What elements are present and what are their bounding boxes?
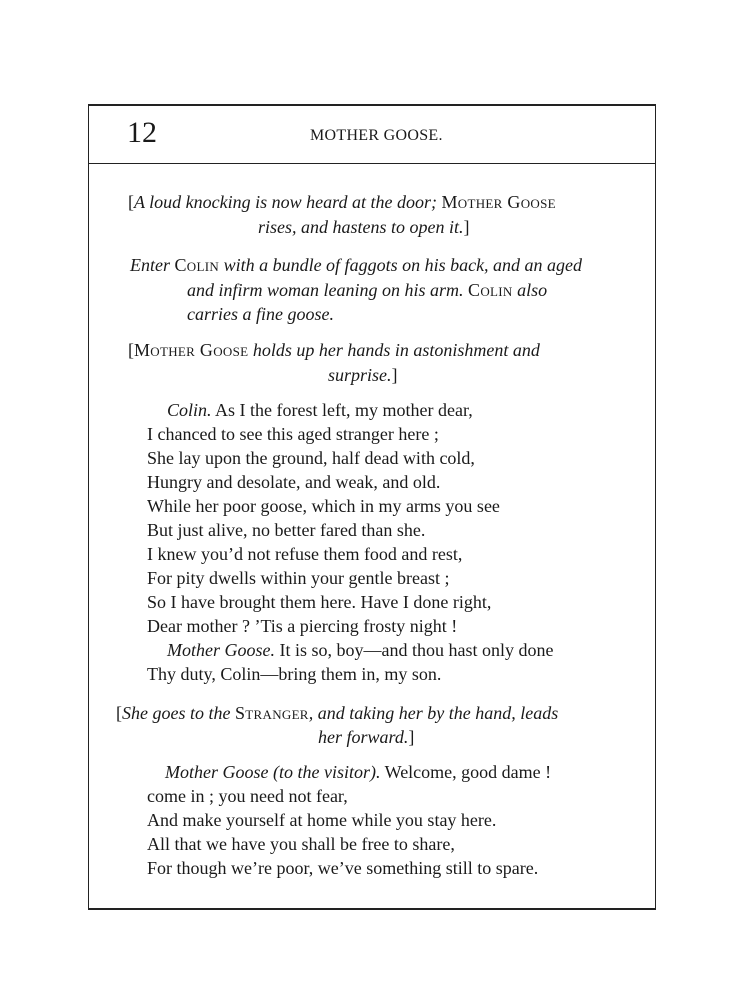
character-name: Colin	[174, 255, 220, 275]
stage-direction-4-line-1	[116, 701, 558, 725]
stage-text: holds up her hands in astonishment and	[248, 340, 540, 360]
stage-text: also	[512, 280, 548, 300]
page-number: 12	[127, 116, 157, 149]
verse-line: For pity dwells within your gentle breast ;	[147, 568, 450, 588]
bracket: [	[116, 703, 122, 723]
verse-text: As I the forest left, my mother dear,	[211, 400, 473, 420]
stage-text: Enter	[130, 255, 175, 275]
verse-line: All that we have you shall be free to share,	[147, 834, 455, 854]
stage-text: , and taking her by the hand, leads	[308, 703, 559, 723]
verse-line: But just alive, no better fared than she.	[147, 520, 426, 540]
verse-line: She lay upon the ground, half dead with cold,	[147, 448, 475, 468]
character-name: Colin	[468, 280, 513, 300]
stage-text: (to the visitor).	[268, 762, 381, 782]
speaker-name: Mother Goose.	[167, 640, 275, 660]
character-name: Stranger	[234, 703, 309, 723]
verse-line	[165, 760, 551, 784]
stage-direction-3-line-1	[128, 338, 540, 362]
bracket: [	[128, 192, 134, 212]
bracket: ]	[408, 727, 415, 747]
stage-text: surprise.	[328, 365, 392, 385]
verse-line: While her poor goose, which in my arms you see	[147, 496, 500, 516]
character-name: Mother Goose	[441, 192, 556, 212]
bracket: ]	[391, 365, 398, 385]
verse-line: And make yourself at home while you stay here.	[147, 810, 497, 830]
stage-text: her forward.	[318, 727, 409, 747]
verse-text: Welcome, good dame !	[380, 762, 552, 782]
verse-line: come in ; you need not fear,	[147, 786, 348, 806]
verse-text: It is so, boy—and thou hast only done	[274, 640, 554, 660]
verse-line: Thy duty, Colin—bring them in, my son.	[147, 664, 442, 684]
verse-line: Hungry and desolate, and weak, and old.	[147, 472, 441, 492]
bracket: [	[128, 340, 134, 360]
running-title: MOTHER GOOSE.	[310, 127, 443, 144]
stage-text: rises, and hastens to open it.	[258, 217, 464, 237]
stage-direction-2-line-3: carries a fine goose.	[187, 304, 334, 324]
stage-text: and infirm woman leaning on his arm.	[187, 280, 469, 300]
stage-text: A loud knocking is now heard at the door;	[134, 192, 442, 212]
stage-text: with a bundle of faggots on his back, and an aged	[219, 255, 583, 275]
verse-line: Dear mother ? ’Tis a piercing frosty night !	[147, 616, 458, 636]
speaker-name: Colin.	[167, 400, 212, 420]
speaker-name: Mother Goose	[165, 762, 269, 782]
verse-line: So I have brought them here. Have I done right,	[147, 592, 492, 612]
stage-direction-2-line-2	[187, 278, 547, 302]
stage-direction-3-line-2	[328, 363, 398, 387]
verse-line	[167, 638, 553, 662]
stage-direction-4-line-2	[318, 725, 414, 749]
verse-line: For though we’re poor, we’ve something still to spare.	[147, 858, 539, 878]
verse-line: I knew you’d not refuse them food and rest,	[147, 544, 463, 564]
stage-direction-2-line-1	[130, 253, 582, 277]
stage-text: She goes to the	[122, 703, 235, 723]
verse-line: I chanced to see this aged stranger here ;	[147, 424, 439, 444]
verse-line	[167, 398, 473, 422]
header-rule	[88, 163, 656, 164]
bracket: ]	[463, 217, 470, 237]
stage-direction-1-line-2	[258, 215, 470, 239]
character-name: Mother Goose	[134, 340, 249, 360]
stage-direction-1-line-1	[128, 190, 556, 214]
